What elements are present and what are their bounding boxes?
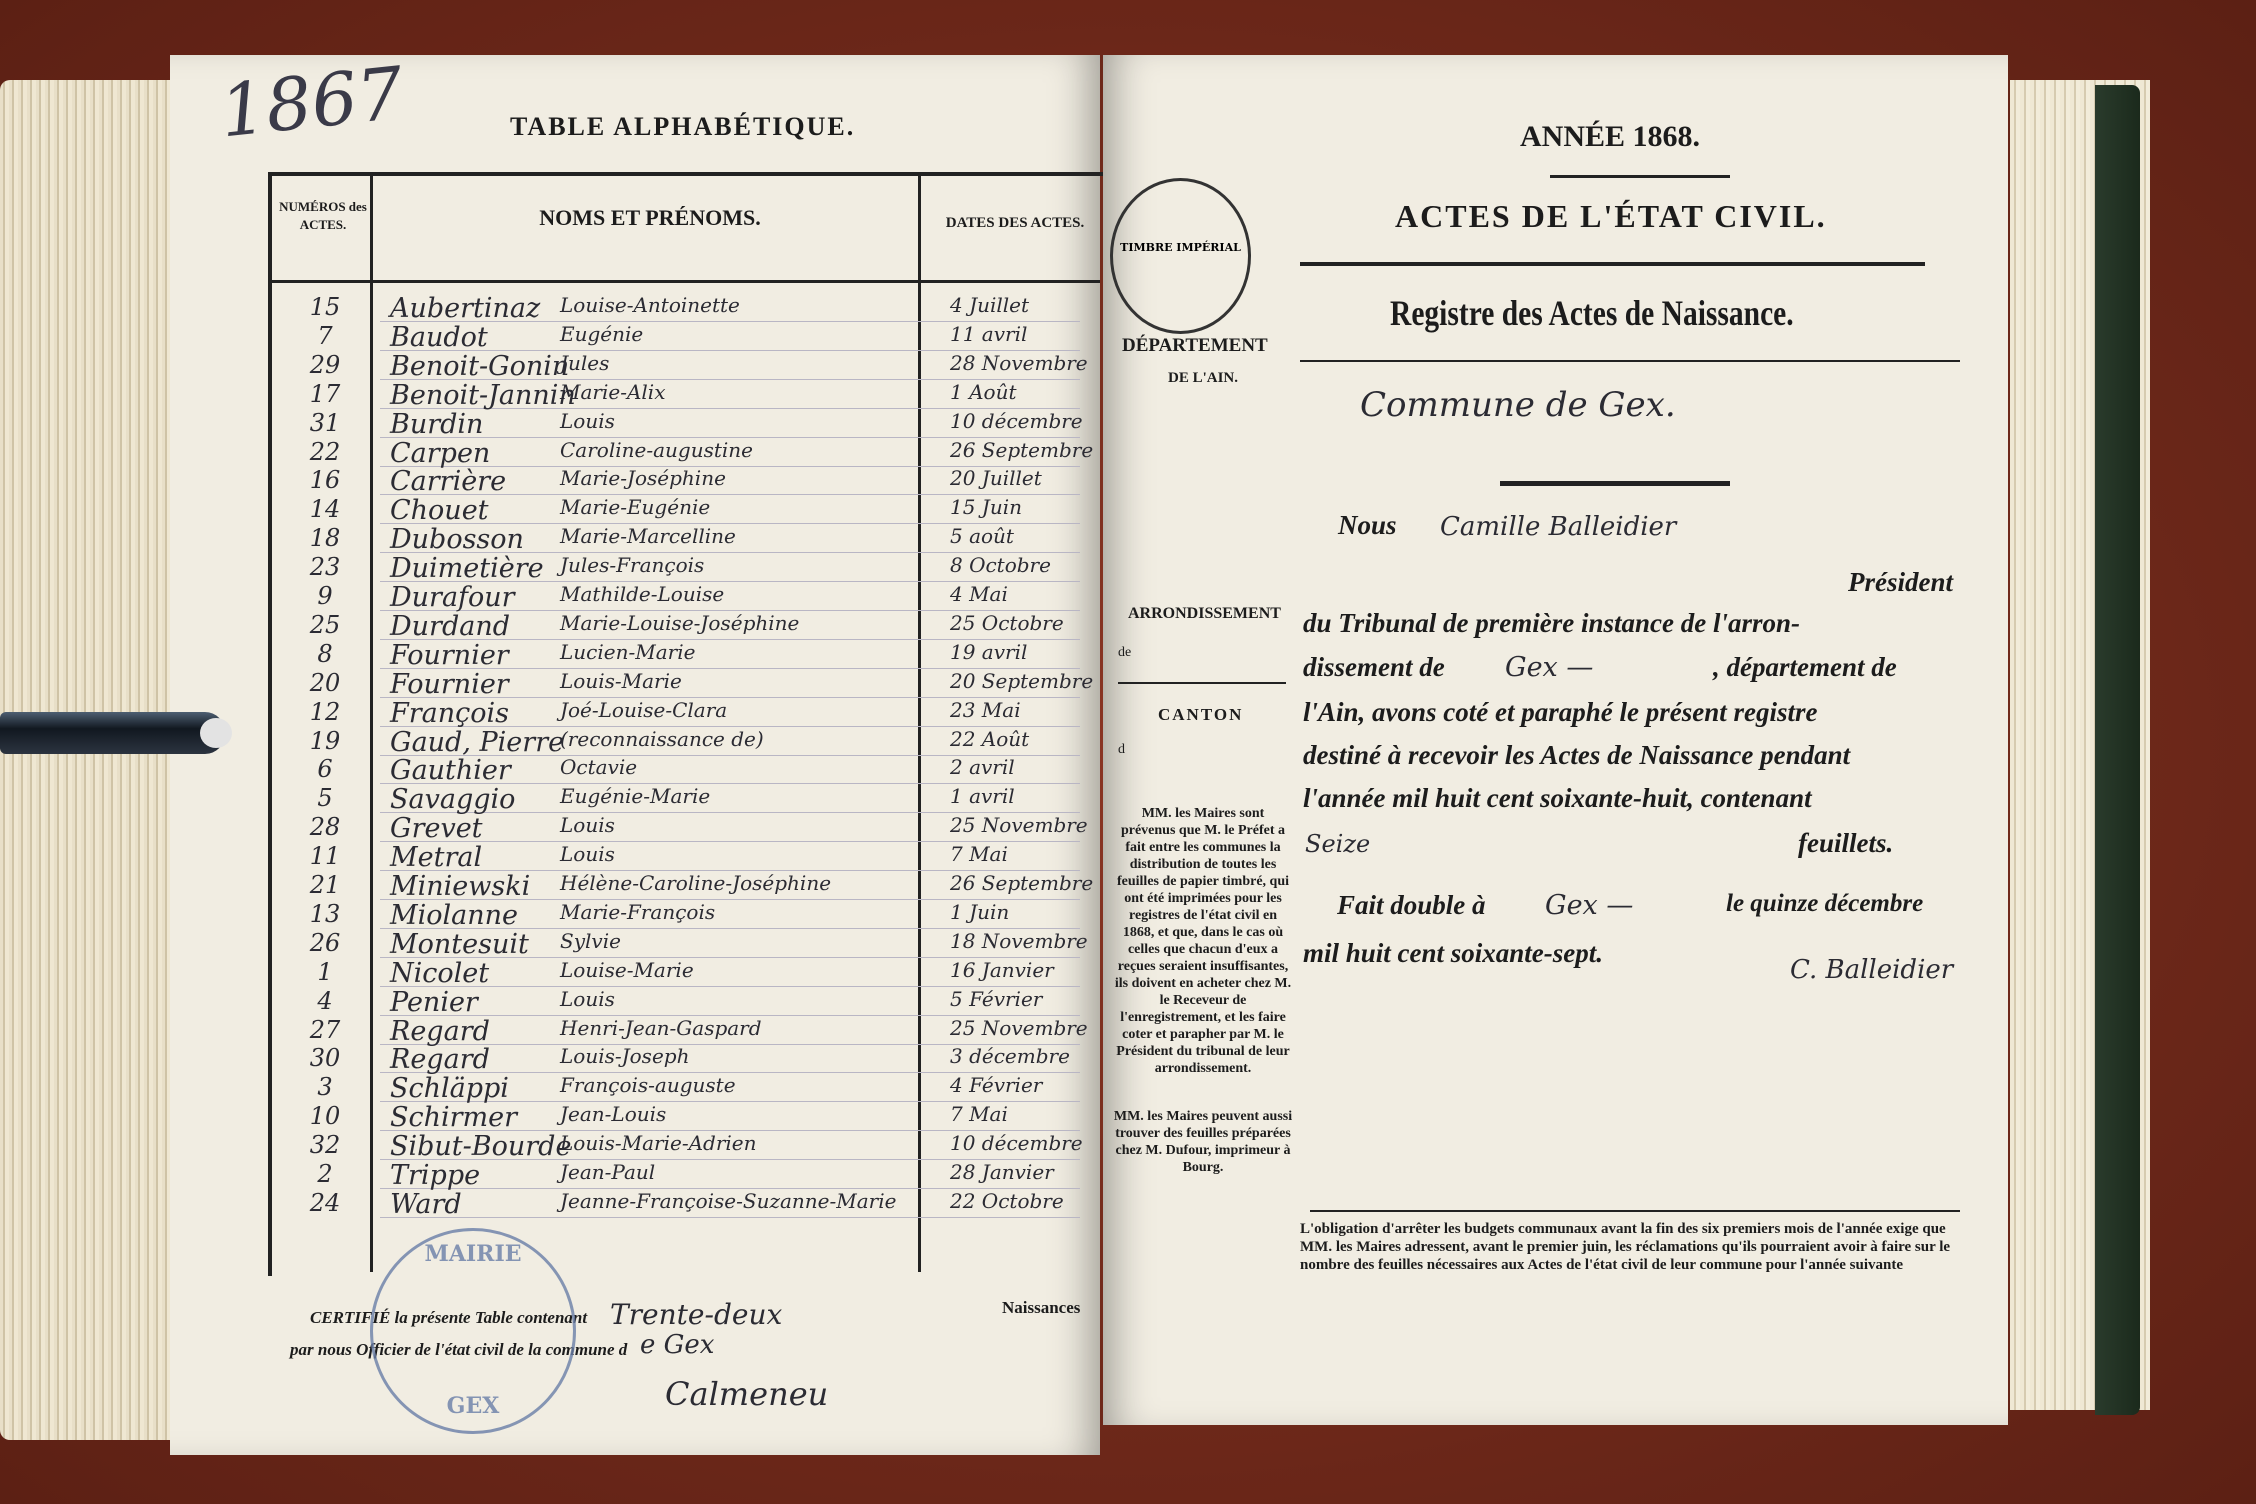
row-surname: Durdand: [390, 610, 510, 642]
body-line-2b: , département de: [1713, 652, 1897, 682]
department-label: DÉPARTEMENT: [1122, 335, 1268, 356]
commune-name: Commune de Gex.: [1360, 385, 1676, 425]
year-handwritten: 1867: [216, 50, 408, 154]
table-row: [270, 987, 1100, 1016]
mairie-stamp: [370, 1228, 576, 1434]
row-given: François-auguste: [560, 1073, 736, 1098]
row-surname: Fournier: [390, 639, 509, 671]
row-date: 2 avril: [950, 755, 1015, 780]
arrondissement-label: ARRONDISSEMENT: [1128, 605, 1281, 622]
table-row: [270, 438, 1100, 467]
row-surname: Schläppi: [390, 1073, 509, 1105]
table-row: [270, 698, 1100, 727]
row-surname: Carrière: [390, 466, 507, 498]
fait-place: Gex —: [1545, 890, 1634, 921]
row-given: (reconnaissance de): [560, 726, 764, 751]
row-date: 18 Novembre: [950, 928, 1088, 953]
row-given: Joé-Louise-Clara: [560, 697, 728, 722]
table-row: [270, 293, 1100, 322]
row-n: 31: [309, 408, 341, 437]
row-date: 3 décembre: [950, 1044, 1070, 1069]
table-row: [270, 727, 1100, 756]
row-surname: Sibut-Bourde: [390, 1131, 572, 1163]
row-given: Jean-Louis: [560, 1102, 667, 1127]
table-row: [270, 611, 1100, 640]
row-given: Louise-Antoinette: [560, 293, 740, 317]
table-row: [270, 466, 1100, 498]
pen: [0, 712, 225, 754]
row-date: 25 Novembre: [950, 813, 1088, 838]
row-given: Jeanne-Françoise-Suzanne-Marie: [560, 1188, 897, 1213]
row-given: Louis: [560, 408, 615, 433]
row-given: Louis: [560, 986, 615, 1011]
row-surname: Dubosson: [390, 524, 524, 556]
row-n: 14: [309, 495, 341, 524]
row-date: 15 Juin: [950, 495, 1022, 520]
table-row: [270, 842, 1100, 874]
table-row: [270, 582, 1100, 611]
row-given: Marie-François: [560, 899, 716, 924]
row-surname: Grevet: [390, 813, 483, 845]
row-given: Marie-Marcelline: [560, 524, 736, 549]
fait-double-label: Fait double à: [1337, 890, 1486, 920]
president-label: Président: [1848, 567, 1953, 597]
row-n: 29: [309, 350, 341, 379]
row-given: Marie-Alix: [560, 379, 666, 404]
table-row: [270, 871, 1100, 900]
row-n: 24: [309, 1188, 341, 1217]
row-surname: Burdin: [390, 408, 484, 440]
header-numbers: NUMÉROS des ACTES.: [279, 199, 367, 232]
row-surname: Savaggio: [390, 784, 516, 816]
row-surname: Fournier: [390, 668, 509, 700]
year-heading: ANNÉE 1868.: [1520, 120, 1701, 153]
row-given: Louis-Marie-Adrien: [560, 1131, 757, 1156]
row-n: 15: [309, 293, 341, 321]
row-n: 5: [317, 784, 333, 813]
row-given: Jules: [560, 350, 610, 375]
row-n: 16: [309, 466, 341, 495]
register-title: ACTES DE L'ÉTAT CIVIL.: [1395, 198, 1827, 234]
table-row: [270, 409, 1100, 438]
row-given: Louise-Marie: [560, 957, 694, 982]
row-date: 4 Février: [950, 1073, 1043, 1098]
row-date: 7 Mai: [950, 842, 1008, 867]
naissances-label: Naissances: [1002, 1298, 1081, 1317]
row-n: 18: [309, 524, 341, 553]
table-row: [270, 524, 1100, 556]
row-surname: Durafour: [390, 582, 515, 613]
row-n: 19: [309, 726, 341, 755]
row-surname: Gaud, Pierre: [390, 726, 565, 758]
row-date: 4 Mai: [950, 582, 1008, 606]
row-n: 9: [317, 582, 333, 610]
row-given: Caroline-augustine: [560, 437, 753, 462]
row-surname: Nicolet: [390, 957, 490, 989]
table-row: [270, 1189, 1100, 1218]
row-n: 26: [309, 928, 341, 957]
row-surname: Metral: [390, 842, 483, 874]
row-date: 19 avril: [950, 639, 1028, 664]
row-surname: Montesuit: [390, 928, 529, 960]
register-subtitle: Registre des Actes de Naissance.: [1390, 293, 1794, 333]
row-surname: Regard: [390, 1015, 490, 1047]
row-n: 28: [309, 813, 341, 842]
row-date: 7 Mai: [950, 1102, 1008, 1127]
canton-label: CANTON: [1158, 705, 1244, 724]
header-dates: DATES DES ACTES.: [945, 215, 1085, 231]
row-n: 2: [317, 1160, 333, 1188]
body-line-3: l'Ain, avons coté et paraphé le présent registre: [1303, 697, 1818, 727]
row-surname: Schirmer: [390, 1102, 518, 1134]
feuillets-label: feuillets.: [1798, 828, 1894, 858]
table-row: [270, 640, 1100, 669]
table-row: [270, 495, 1100, 527]
table-row: [270, 929, 1100, 958]
row-surname: Chouet: [390, 495, 489, 527]
certification-text: CERTIFIÉ la présente Table contenant: [310, 1308, 588, 1327]
footnote: L'obligation d'arrêter les budgets communaux avant la fin des six premiers mois de l'année exige que MM. les Maires adressent, avant le premier juin, les réclamations qu'ils pourraient avoir à faire sur le nombre des feuilles nécessaires aux Actes de l'état civil de leur commune pour l'année suivante: [1300, 1221, 1951, 1273]
body-line-5: l'année mil huit cent soixante-huit, contenant: [1303, 783, 1812, 813]
row-surname: Ward: [390, 1188, 462, 1220]
row-date: 25 Octobre: [950, 610, 1064, 635]
table-row: [270, 1044, 1100, 1076]
row-surname: Regard: [390, 1044, 490, 1076]
certification-count: Trente-deux: [610, 1298, 783, 1331]
canton-d: d: [1118, 742, 1125, 757]
row-date: 4 Juillet: [950, 293, 1030, 317]
row-n: 6: [317, 755, 333, 784]
table-row: [270, 1102, 1100, 1134]
fait-year: mil huit cent soixante-sept.: [1303, 938, 1604, 968]
sidenote-dufour: MM. les Maires peuvent aussi trouver des feuilles préparées chez M. Dufour, imprimeur à Bourg.: [1113, 1109, 1293, 1175]
row-given: Marie-Louise-Joséphine: [560, 610, 800, 635]
book-page-edges-left: [0, 80, 175, 1440]
ornament-line: [1550, 175, 1730, 178]
table-row: [270, 351, 1100, 380]
row-n: 13: [309, 899, 341, 928]
row-surname: Gauthier: [390, 755, 511, 787]
row-given: Hélène-Caroline-Joséphine: [560, 871, 832, 895]
table-row: [270, 900, 1100, 929]
row-date: 8 Octobre: [950, 553, 1051, 578]
row-given: Sylvie: [560, 928, 621, 953]
department-name: DE L'AIN.: [1168, 370, 1239, 386]
row-surname: Trippe: [390, 1160, 481, 1191]
row-n: 20: [309, 668, 341, 697]
row-surname: Benoit-Jannin: [390, 379, 576, 411]
table-row: [270, 669, 1100, 698]
table-row: [270, 1016, 1100, 1045]
feuillets-count: Seize: [1305, 830, 1371, 858]
row-given: Octavie: [560, 755, 638, 780]
row-date: 20 Juillet: [950, 466, 1042, 491]
row-n: 25: [309, 610, 341, 639]
row-n: 12: [309, 697, 341, 726]
row-date: 1 Août: [950, 379, 1017, 404]
row-date: 22 Octobre: [950, 1188, 1064, 1213]
row-date: 10 décembre: [950, 408, 1083, 433]
row-n: 11: [309, 842, 341, 871]
nous-label: Nous: [1338, 510, 1397, 540]
book-cover: [2095, 85, 2140, 1415]
ornament-line-2: [1500, 481, 1730, 486]
certification-commune-line: par nous Officier de l'état civil de la commune d: [290, 1340, 628, 1359]
mayor-signature: Calmeneu: [665, 1375, 829, 1413]
row-date: 23 Mai: [950, 697, 1021, 722]
row-date: 28 Janvier: [950, 1160, 1054, 1184]
row-n: 32: [309, 1131, 341, 1160]
row-surname: Baudot: [390, 321, 488, 353]
row-n: 17: [309, 379, 341, 408]
row-n: 4: [317, 986, 333, 1015]
row-n: 1: [317, 957, 333, 986]
row-n: 7: [317, 321, 333, 350]
row-given: Eugénie: [560, 321, 644, 346]
row-surname: François: [390, 697, 509, 729]
row-n: 8: [317, 639, 333, 668]
row-given: Marie-Eugénie: [560, 495, 711, 520]
row-surname: Aubertinaz: [390, 293, 541, 324]
row-given: Mathilde-Louise: [560, 582, 725, 606]
arrondissement-de: de: [1118, 645, 1132, 660]
row-given: Eugénie-Marie: [560, 784, 711, 809]
body-line-2a: dissement de: [1303, 652, 1445, 682]
table-row: [270, 553, 1100, 585]
header-divider: [268, 280, 1100, 283]
president-name: Camille Balleidier: [1440, 512, 1677, 542]
row-surname: Carpen: [390, 437, 491, 469]
row-date: 22 Août: [950, 726, 1030, 751]
row-date: 26 Septembre: [950, 437, 1094, 462]
side-rule: [1118, 682, 1286, 684]
stamp-top-text: MAIRIE: [424, 1241, 522, 1267]
row-given: Louis: [560, 813, 615, 838]
title-rule: [1300, 262, 1925, 266]
row-n: 27: [309, 1015, 341, 1044]
table-row: [270, 755, 1100, 787]
row-surname: Duimetière: [390, 553, 544, 585]
row-surname: Miolanne: [390, 899, 519, 931]
row-date: 5 août: [950, 524, 1014, 549]
row-date: 1 avril: [950, 784, 1015, 809]
subtitle-rule: [1300, 360, 1960, 362]
row-given: Marie-Joséphine: [560, 466, 726, 491]
row-date: 28 Novembre: [950, 350, 1088, 375]
row-given: Henri-Jean-Gaspard: [560, 1015, 762, 1040]
row-date: 5 Février: [950, 986, 1043, 1011]
row-given: Jules-François: [560, 553, 705, 578]
sidenote-maires: MM. les Maires sont prévenus que M. le Préfet a fait entre les communes la distribution de toutes les feuilles de papier timbré, qui ont été imprimées pour les registres de l'état civil en 1868, et que, dans le cas où celles que chacun d'eux a reçues seraient insuffisantes, ils doivent en acheter chez M. le Receveur de l'enregistrement, et les faire coter et parapher par M. le Président du tribunal de leur arrondissement.: [1114, 806, 1292, 1076]
table-row: [270, 1073, 1100, 1105]
row-date: 1 Juin: [950, 899, 1010, 924]
row-n: 21: [309, 871, 341, 899]
row-given: Jean-Paul: [560, 1160, 656, 1184]
row-date: 16 Janvier: [950, 957, 1054, 982]
table-row: [270, 813, 1100, 845]
header-names: NOMS ET PRÉNOMS.: [539, 205, 761, 230]
certification-commune: e Gex: [640, 1330, 715, 1360]
row-date: 11 avril: [950, 321, 1028, 346]
row-date: 25 Novembre: [950, 1015, 1088, 1040]
row-n: 10: [309, 1102, 341, 1131]
body-line-1: du Tribunal de première instance de l'arron-: [1303, 608, 1801, 638]
president-signature: C. Balleidier: [1790, 955, 1954, 985]
row-date: 20 Septembre: [950, 668, 1094, 693]
row-date: 26 Septembre: [950, 871, 1094, 895]
row-n: 30: [309, 1044, 341, 1073]
stamp-bottom-text: GEX: [446, 1393, 500, 1419]
row-date: 10 décembre: [950, 1131, 1083, 1156]
row-n: 3: [317, 1073, 333, 1102]
row-given: Lucien-Marie: [560, 639, 696, 664]
table-row: [270, 1160, 1100, 1189]
fait-date: le quinze décembre: [1726, 890, 1924, 917]
table-row: [270, 958, 1100, 987]
footnote-rule: [1310, 1210, 1960, 1212]
row-given: Louis-Joseph: [560, 1044, 690, 1069]
table-row: [270, 380, 1100, 409]
pen-tip: [200, 718, 232, 748]
table-title: TABLE ALPHABÉTIQUE.: [510, 112, 856, 141]
body-line-2-hand: Gex —: [1505, 652, 1594, 683]
seal-text: TIMBRE IMPÉRIAL: [1120, 241, 1241, 254]
row-n: 23: [309, 553, 341, 582]
table-row: [270, 322, 1100, 351]
row-surname: Miniewski: [390, 871, 531, 902]
row-given: Louis: [560, 842, 615, 867]
row-surname: Benoit-Gonin: [390, 350, 570, 382]
row-n: 22: [309, 437, 341, 466]
row-given: Louis-Marie: [560, 668, 682, 693]
imperial-seal: [1110, 178, 1251, 334]
table-row: [270, 784, 1100, 816]
body-line-4: destiné à recevoir les Actes de Naissance pendant: [1303, 740, 1851, 770]
table-row: [270, 1131, 1100, 1163]
row-surname: Penier: [390, 986, 478, 1018]
